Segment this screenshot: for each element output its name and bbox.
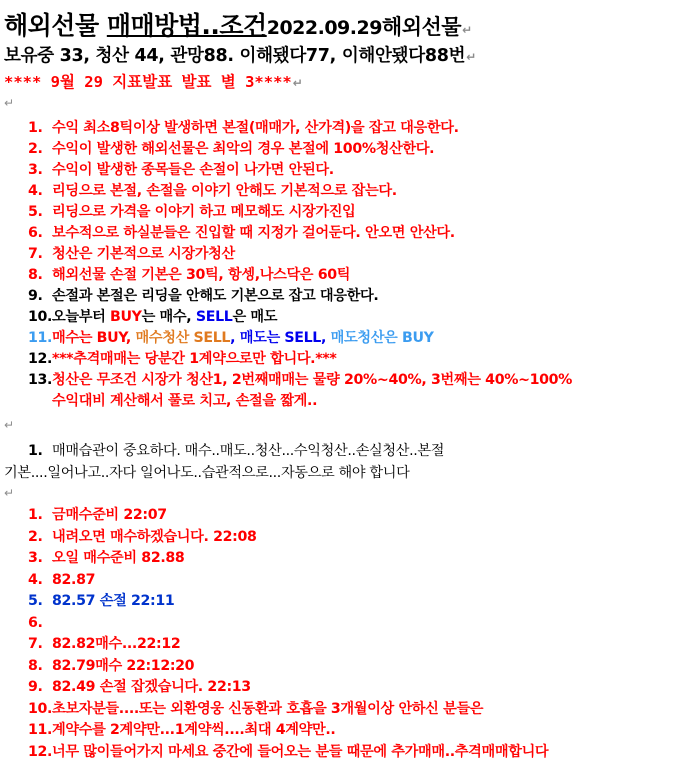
list-item-rule-12: 12. ***추격매매는 당분간 1계약으로만 합니다.*** xyxy=(28,351,337,367)
list-item-rule-11: 11. 매수는 BUY, 매수청산 SELL, 매도는 SELL, 매도청산은 BUY xyxy=(28,330,434,346)
log-item: 3. 오일 매수준비 82.88 xyxy=(28,550,185,566)
list-item: 9. 손절과 본절은 리딩을 안해도 기본으로 잡고 대응한다. xyxy=(28,288,379,304)
log-item: 1. 금매수준비 22:07 xyxy=(28,507,167,523)
indicator-notice xyxy=(4,70,303,92)
paragraph-mark: ↵ xyxy=(466,50,476,64)
log-item: 6. xyxy=(28,614,43,631)
list-item-rule-13-cont: 수익대비 계산해서 풀로 치고, 손절을 짧게.. xyxy=(52,393,318,409)
log-item: 9. 82.49 손절 잡겠습니다. 22:13 xyxy=(28,679,251,695)
list-item: 6. 보수적으로 하실분들은 진입할 때 지정가 걸어둔다. 안오면 안산다. xyxy=(28,225,455,241)
paragraph-mark: ↵ xyxy=(292,76,303,90)
paragraph-mark: ↵ xyxy=(4,96,15,110)
title-part-4: 해외선물 xyxy=(381,15,462,39)
list-item-rule-13: 13. 청산은 무조건 시장가 청산1, 2번째매매는 물량 20%~40%, 3번째는 40%~100% xyxy=(28,372,573,388)
status-legend-line xyxy=(4,42,476,67)
log-item: 12. 너무 많이들어가지 마세요 중간에 들어오는 분들 때문에 추가매매..추격매매합니다 xyxy=(28,743,549,760)
log-item: 7. 82.82매수...22:12 xyxy=(28,636,181,652)
log-item: 5. 82.57 손절 22:11 xyxy=(28,593,175,609)
status-legend-text: 보유중 33, 청산 44, 관망88. 이해됐다77, 이해안됐다88번 xyxy=(4,46,466,66)
paragraph-mark: ↵ xyxy=(4,486,15,500)
paragraph-mark: ↵ xyxy=(4,418,15,432)
list-item: 1. 수익 최소8틱이상 발생하면 본절(매매가, 산가격)을 잡고 대응한다. xyxy=(28,120,459,136)
list-item: 3. 수익이 발생한 종목들은 손절이 나가면 안된다. xyxy=(28,162,334,178)
document-title xyxy=(4,6,472,42)
log-item: 11. 계약수를 2계약만...1계약씩....최대 4계약만.. xyxy=(28,722,336,738)
list-item-rule-10: 10. 오늘부터 BUY는 매수, SELL은 매도 xyxy=(28,309,278,325)
list-item: 4. 리딩으로 본절, 손절을 이야기 안해도 기본적으로 잡는다. xyxy=(28,183,397,199)
list-item: 8. 해외선물 손절 기본은 30틱, 항셍,나스닥은 60틱 xyxy=(28,267,351,283)
list-item: 2. 수익이 발생한 해외선물은 최악의 경우 본절에 100%청산한다. xyxy=(28,141,435,157)
habit-line-2: 기본....일어나고..자다 일어나도..습관적으로...자동으로 해야 합니다 xyxy=(4,465,410,481)
paragraph-mark: ↵ xyxy=(462,23,472,37)
list-item: 5. 리딩으로 가격을 이야기 하고 메모해도 시장가진입 xyxy=(28,204,356,220)
log-item: 10. 초보자분들....또는 외환영웅 신동환과 호흡을 3개월이상 안하신 분들은 xyxy=(28,700,484,717)
list-item: 7. 청산은 기본적으로 시장가청산 xyxy=(28,246,235,262)
log-item: 8. 82.79매수 22:12:20 xyxy=(28,657,195,674)
indicator-notice-text: **** 9월 29 지표발표 발표 별 3**** xyxy=(4,73,292,91)
title-part-2: 매매방법..조건 xyxy=(106,11,267,40)
log-item: 4. 82.87 xyxy=(28,571,96,588)
habit-item: 1. 매매습관이 중요하다. 매수..매도..청산...수익청산..손실청산..본절 xyxy=(28,443,445,459)
title-date: 2022.09.29 xyxy=(266,17,382,39)
log-item: 2. 내려오면 매수하겠습니다. 22:08 xyxy=(28,528,257,545)
title-part-1: 해외선물 xyxy=(4,11,107,40)
